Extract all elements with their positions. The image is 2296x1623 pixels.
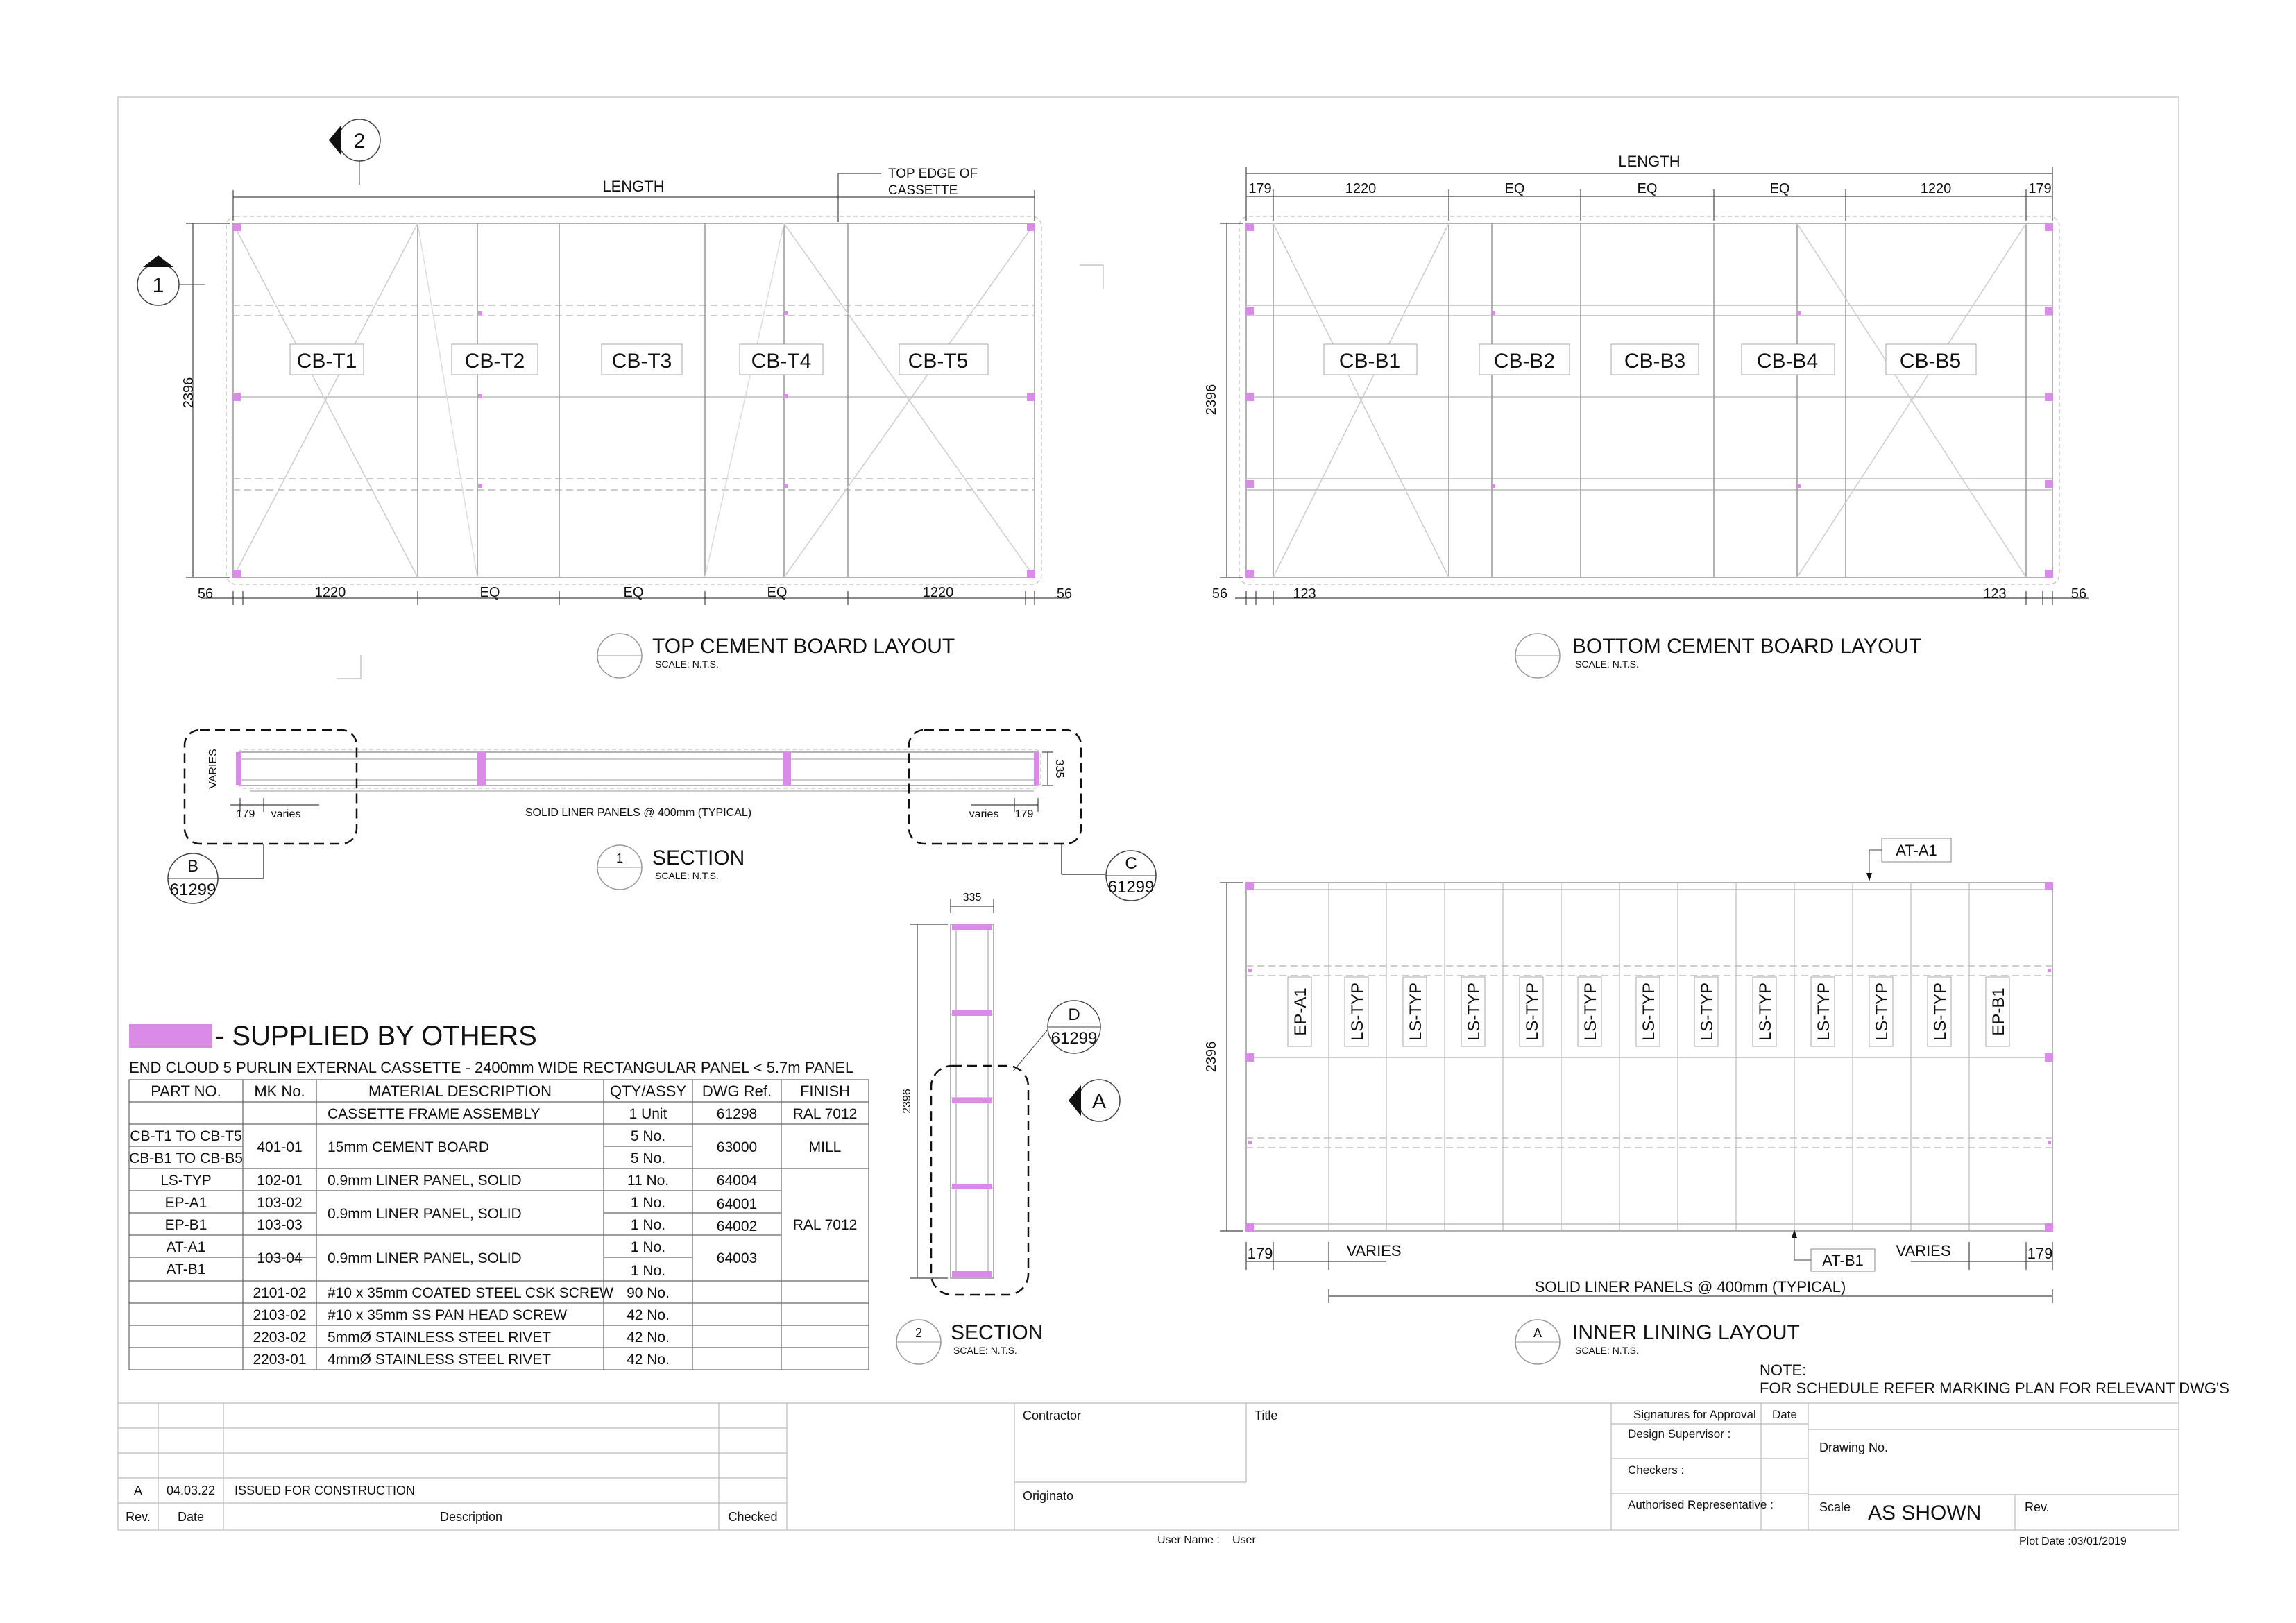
revision-date: 04.03.22 (166, 1484, 216, 1497)
drawing-no-label: Drawing No. (1819, 1441, 1889, 1454)
dim-label: 179 (1247, 1245, 1273, 1262)
height-dim: 2396 (181, 377, 196, 409)
dim-label: 179 (2028, 181, 2052, 196)
authorised-label: Authorised Representative : (1628, 1498, 1774, 1511)
table-cell: CASSETTE FRAME ASSEMBLY (328, 1106, 541, 1122)
detail-ref: 61299 (1107, 878, 1155, 897)
depth-dim: 335 (1053, 759, 1065, 779)
table-cell: 1 No. (630, 1217, 666, 1233)
section-marker-2 (329, 119, 380, 185)
table-cell: EP-A1 (164, 1195, 207, 1211)
table-cell: #10 x 35mm COATED STEEL CSK SCREW (328, 1285, 613, 1301)
table-cell: EP-B1 (164, 1217, 207, 1233)
top-layout-title (597, 634, 955, 678)
inner-lining-panel-labels (1288, 977, 2009, 1046)
view-scale: SCALE: N.T.S. (655, 658, 719, 670)
view-title: SECTION (652, 847, 745, 869)
section-1-dims (230, 752, 1053, 812)
table-cell: 5 No. (630, 1150, 666, 1166)
table-cell: 2203-02 (253, 1329, 307, 1345)
top-cement-board-layout (226, 216, 1041, 584)
dim-label: 179 (1248, 181, 1272, 196)
section-2-view (931, 924, 1028, 1295)
top-edge-note: CASSETTE (888, 183, 958, 198)
panel-label: LS-TYP (1406, 982, 1425, 1042)
detail-marker-d (1013, 1001, 1100, 1071)
dim-label: 56 (1211, 586, 1228, 602)
view-title: TOP CEMENT BOARD LAYOUT (652, 635, 955, 658)
detail-ref: 61299 (1051, 1029, 1098, 1048)
table-cell: 401-01 (257, 1139, 303, 1155)
detail-ref: 61299 (169, 881, 216, 899)
contractor-label: Contractor (1023, 1409, 1082, 1422)
section-marker-1 (137, 255, 205, 305)
table-cell: 2101-02 (253, 1285, 307, 1301)
view-scale: SCALE: N.T.S. (655, 870, 719, 881)
section-number: 2 (915, 1326, 923, 1340)
table-cell: MILL (808, 1139, 842, 1155)
height-dim: 2396 (1204, 1041, 1219, 1073)
panel-label: CB-T3 (611, 350, 672, 373)
section-2-title (896, 1320, 1043, 1364)
inner-lining-layout (1246, 883, 2052, 1231)
design-supervisor-label: Design Supervisor : (1628, 1427, 1731, 1441)
liner-note: SOLID LINER PANELS @ 400mm (TYPICAL) (1534, 1278, 1846, 1295)
rev-label: Rev. (2025, 1500, 2050, 1514)
table-cell: 103-04 (257, 1250, 303, 1266)
panel-label: LS-TYP (1348, 982, 1367, 1042)
section-1-view (185, 730, 1105, 878)
table-cell: 1 No. (630, 1239, 666, 1255)
panel-label: LS-TYP (1581, 982, 1600, 1042)
table-cell: 1 Unit (629, 1106, 667, 1122)
table-cell: 0.9mm LINER PANEL, SOLID (328, 1206, 522, 1222)
user-name-value: User (1232, 1534, 1256, 1546)
title-label: Title (1255, 1409, 1278, 1422)
sig-date-label: Date (1772, 1408, 1797, 1421)
detail-marker-b (168, 853, 218, 903)
bottom-layout-dimensions (1220, 167, 2089, 605)
table-cell: 64004 (716, 1173, 758, 1189)
panel-label: CB-B3 (1624, 350, 1686, 373)
table-cell: 64003 (716, 1250, 758, 1266)
section-marker-letter: A (1091, 1090, 1107, 1113)
table-cell: RAL 7012 (792, 1106, 858, 1122)
table-cell: 15mm CEMENT BOARD (328, 1139, 489, 1155)
top-layout-dimensions (186, 173, 1069, 605)
panel-label: LS-TYP (1465, 982, 1483, 1042)
panel-label: CB-T2 (464, 350, 525, 373)
table-cell: 42 No. (627, 1329, 670, 1345)
table-cell: 61298 (716, 1106, 758, 1122)
supplied-by-others-legend (129, 1021, 537, 1051)
dim-label: varies (969, 808, 999, 820)
table-header: FINISH (799, 1082, 851, 1100)
table-cell: 102-01 (257, 1173, 303, 1189)
view-corner-marks (337, 265, 1103, 679)
table-cell: 64002 (716, 1218, 758, 1234)
dim-label: 123 (1983, 586, 2007, 602)
detail-letter: B (187, 857, 199, 876)
date-header: Date (177, 1510, 205, 1524)
top-edge-note: TOP EDGE OF (888, 167, 978, 181)
inner-lining-title (1515, 1320, 1800, 1364)
originator-label: Originato (1023, 1489, 1074, 1503)
section-2-clips (952, 924, 992, 1277)
table-cell: 0.9mm LINER PANEL, SOLID (328, 1250, 522, 1266)
revision-rev: A (133, 1484, 143, 1497)
view-letter: A (1533, 1326, 1542, 1340)
table-cell: 64001 (716, 1196, 758, 1212)
view-scale: SCALE: N.T.S. (953, 1345, 1017, 1356)
table-cell: AT-A1 (166, 1239, 206, 1255)
panel-label: CB-B5 (1899, 350, 1962, 373)
dim-label: 1220 (1345, 181, 1377, 196)
checkers-label: Checkers : (1628, 1463, 1685, 1477)
panel-label: CB-T5 (908, 350, 969, 373)
table-cell: LS-TYP (160, 1173, 212, 1189)
dim-label: EQ (1637, 181, 1658, 196)
panel-label: LS-TYP (1931, 982, 1950, 1042)
table-cell: AT-B1 (166, 1261, 206, 1277)
table-cell: 63000 (716, 1139, 758, 1155)
checked-header: Checked (728, 1510, 778, 1524)
bottom-layout-title (1515, 634, 1921, 678)
dim-label: 56 (2070, 586, 2087, 602)
table-cell: 90 No. (627, 1285, 670, 1301)
schedule-title: END CLOUD 5 PURLIN EXTERNAL CASSETTE - 2400mm WIDE RECTANGULAR PANEL < 5.7m PANEL (129, 1059, 854, 1076)
view-title: SECTION (951, 1321, 1044, 1344)
dim-label: 56 (197, 586, 214, 602)
legend-swatch (129, 1024, 212, 1048)
dim-label: EQ (767, 585, 788, 600)
section-marker-a (1069, 1080, 1120, 1121)
table-cell: 42 No. (627, 1352, 670, 1368)
table-header: MK No. (254, 1082, 305, 1100)
table-cell: 1 No. (630, 1195, 666, 1211)
view-title: INNER LINING LAYOUT (1572, 1321, 1800, 1344)
detail-letter: D (1068, 1005, 1080, 1024)
panel-label: EP-A1 (1291, 987, 1310, 1036)
dim-label: 1220 (314, 585, 346, 600)
table-cell: 103-02 (257, 1195, 303, 1211)
table-cell: 11 No. (627, 1173, 670, 1189)
dim-label: VARIES (1346, 1242, 1402, 1259)
bottom-layout-clips (1245, 223, 2053, 578)
dim-label: 56 (1056, 586, 1073, 602)
dim-label: varies (271, 808, 301, 820)
top-panel-labels (290, 344, 988, 375)
table-cell: CB-B1 TO CB-B5 (129, 1150, 243, 1166)
detail-letter: C (1125, 854, 1137, 873)
panel-label: LS-TYP (1698, 982, 1717, 1042)
tag-label: AT-B1 (1822, 1252, 1864, 1269)
panel-label: CB-B1 (1338, 350, 1401, 373)
dim-label: EQ (623, 585, 644, 600)
dim-label: EQ (1504, 181, 1525, 196)
table-header: PART NO. (151, 1082, 221, 1100)
dim-label: 1220 (922, 585, 954, 600)
note-heading: NOTE: (1760, 1361, 1807, 1379)
table-header: QTY/ASSY (609, 1082, 687, 1100)
panel-label: LS-TYP (1814, 982, 1833, 1042)
table-cell: 2103-02 (253, 1307, 307, 1323)
scale-value: AS SHOWN (1868, 1502, 1982, 1524)
panel-label: CB-B4 (1756, 350, 1819, 373)
table-cell: CB-T1 TO CB-T5 (130, 1128, 242, 1144)
dim-label: EQ (479, 585, 500, 600)
table-cell: 1 No. (630, 1263, 666, 1279)
section-2-dims (910, 899, 994, 1278)
view-scale: SCALE: N.T.S. (1575, 658, 1639, 670)
view-title: BOTTOM CEMENT BOARD LAYOUT (1572, 635, 1922, 658)
schedule-rows (129, 1106, 857, 1368)
panel-label: LS-TYP (1523, 982, 1542, 1042)
length-label: LENGTH (602, 178, 665, 195)
table-cell: 2203-01 (253, 1352, 307, 1368)
length-label: LENGTH (1618, 153, 1681, 170)
dim-label: 123 (1293, 586, 1316, 602)
height-dim: 2396 (1204, 384, 1219, 416)
note-text: FOR SCHEDULE REFER MARKING PLAN FOR RELEVANT DWG'S (1760, 1379, 2229, 1397)
signatures-label: Signatures for Approval (1633, 1408, 1756, 1421)
bottom-cement-board-layout (1239, 216, 2059, 584)
dim-label: 179 (2027, 1245, 2053, 1262)
user-name-label: User Name : (1157, 1534, 1220, 1546)
height-dim: 2396 (901, 1089, 913, 1114)
panel-label: LS-TYP (1873, 982, 1891, 1042)
table-cell: 4mmØ STAINLESS STEEL RIVET (328, 1352, 552, 1368)
table-cell: #10 x 35mm SS PAN HEAD SCREW (328, 1307, 568, 1323)
dim-label: 179 (236, 808, 255, 820)
dim-label: 179 (1014, 808, 1034, 820)
tag-label: AT-A1 (1896, 842, 1937, 859)
panel-label: LS-TYP (1756, 982, 1775, 1042)
inner-lining-dims (1220, 883, 2052, 1303)
legend-label: - SUPPLIED BY OTHERS (215, 1021, 537, 1051)
plot-date: Plot Date :03/01/2019 (2019, 1536, 2127, 1547)
schedule-headers (151, 1082, 850, 1100)
liner-note: SOLID LINER PANELS @ 400mm (TYPICAL) (525, 807, 752, 819)
table-cell: 42 No. (627, 1307, 670, 1323)
description-header: Description (439, 1510, 503, 1524)
detail-marker-c (1106, 851, 1156, 901)
panel-label: EP-B1 (1989, 987, 2008, 1036)
dim-label: 1220 (1920, 181, 1952, 196)
section-marker-number: 2 (353, 130, 366, 153)
section-number: 1 (615, 851, 624, 865)
inner-lining-clips (1245, 882, 2053, 1232)
panel-label: CB-T1 (296, 350, 357, 373)
varies-label: VARIES (207, 749, 219, 789)
scale-label: Scale (1819, 1500, 1851, 1514)
rev-header: Rev. (126, 1510, 151, 1524)
dim-label: VARIES (1896, 1242, 1951, 1259)
panel-label: CB-B2 (1493, 350, 1556, 373)
table-cell: 5 No. (630, 1128, 666, 1144)
width-dim: 335 (962, 892, 982, 903)
view-scale: SCALE: N.T.S. (1575, 1345, 1639, 1356)
table-cell: 5mmØ STAINLESS STEEL RIVET (328, 1329, 552, 1345)
table-cell: 103-03 (257, 1217, 303, 1233)
inner-lining-tags (1792, 838, 1951, 1271)
section-1-title (597, 845, 745, 890)
revision-description: ISSUED FOR CONSTRUCTION (235, 1484, 416, 1497)
schedule-table (129, 1080, 869, 1370)
table-header: DWG Ref. (701, 1082, 772, 1100)
panel-label: CB-T4 (751, 350, 812, 373)
table-header: MATERIAL DESCRIPTION (368, 1082, 552, 1100)
inner-lining-joints (1329, 883, 1969, 1231)
dim-label: EQ (1769, 181, 1790, 196)
table-cell: 0.9mm LINER PANEL, SOLID (328, 1173, 522, 1189)
table-cell: RAL 7012 (792, 1217, 858, 1233)
top-layout-clips (232, 223, 1035, 578)
section-marker-number: 1 (152, 274, 164, 297)
panel-label: LS-TYP (1640, 982, 1658, 1042)
